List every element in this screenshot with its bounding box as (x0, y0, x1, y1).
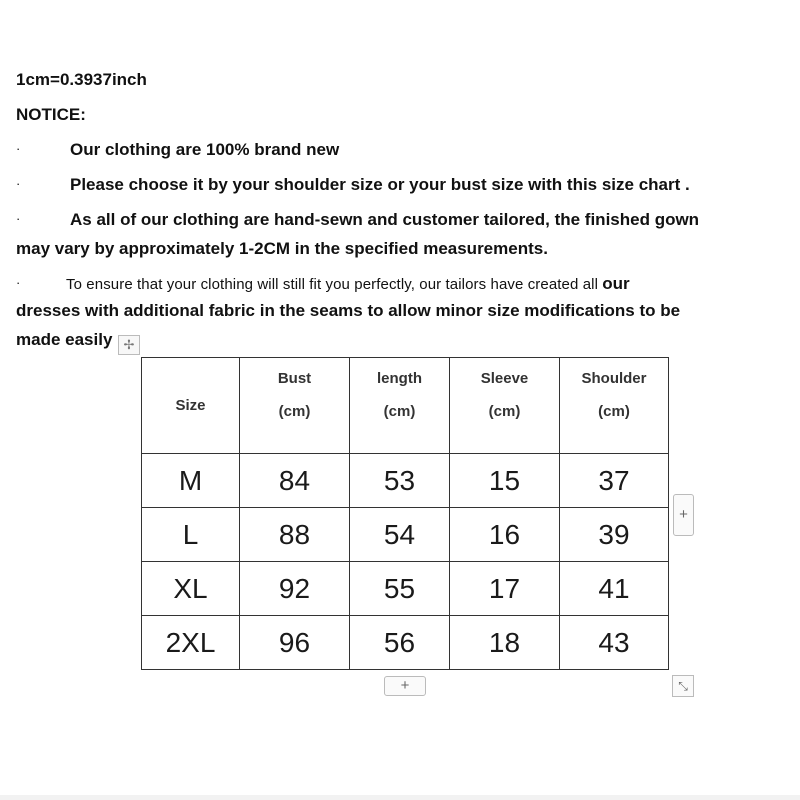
cell-length[interactable]: 56 (350, 616, 450, 670)
cell-shoulder[interactable]: 43 (560, 616, 669, 670)
cell-sleeve[interactable]: 16 (450, 508, 560, 562)
header-length (350, 358, 450, 454)
header-shoulder (560, 358, 669, 454)
header-size (142, 358, 240, 454)
cell-sleeve[interactable]: 18 (450, 616, 560, 670)
cell-size[interactable]: L (142, 508, 240, 562)
cell-bust[interactable]: 84 (240, 454, 350, 508)
bullet-text-small: To ensure that your clothing will still fit you perfectly, our tailors have created all (66, 276, 603, 293)
bullet-symbol: · (16, 211, 21, 226)
cell-size[interactable]: 2XL (142, 616, 240, 670)
bullet-symbol: · (16, 141, 21, 156)
header-unit: (cm) (278, 403, 311, 420)
header-unit: (cm) (598, 403, 630, 420)
header-label: Sleeve (480, 370, 529, 387)
add-row-icon[interactable]: + (384, 676, 426, 696)
table-row (142, 562, 669, 616)
table-row (142, 508, 669, 562)
cell-size[interactable]: M (142, 454, 240, 508)
header-unit: (cm) (383, 403, 416, 420)
bullet-continuation: dresses with additional fabric in the seams to allow minor size modifications to be (16, 301, 681, 320)
notice-heading: NOTICE: (16, 105, 86, 124)
page-bottom-edge (0, 795, 800, 800)
table-header-row (142, 358, 669, 454)
header-label: Shoulder (581, 370, 647, 387)
bullet-text-bold: our (602, 274, 630, 293)
cell-bust[interactable]: 96 (240, 616, 350, 670)
bullet-continuation: may vary by approximately 1-2CM in the specified measurements. (16, 239, 548, 258)
table-move-handle-icon[interactable]: ✢ (118, 335, 140, 355)
header-unit: (cm) (488, 403, 521, 420)
bullet-symbol: · (16, 176, 21, 191)
cell-shoulder[interactable]: 37 (560, 454, 669, 508)
header-label: Size (175, 397, 206, 414)
cell-bust[interactable]: 92 (240, 562, 350, 616)
bullet-continuation-2: made easily (16, 330, 113, 349)
cell-size[interactable]: XL (142, 562, 240, 616)
table-row (142, 616, 669, 670)
cell-shoulder[interactable]: 41 (560, 562, 669, 616)
add-column-icon[interactable]: + (673, 494, 694, 536)
bullet-text-line (66, 273, 630, 296)
bullet-text: As all of our clothing are hand-sewn and customer tailored, the finished gown (70, 210, 700, 229)
conversion-note: 1cm=0.3937inch (16, 70, 147, 89)
size-chart-table (141, 357, 669, 670)
bullet-symbol: · (16, 275, 21, 290)
bullet-text: Our clothing are 100% brand new (70, 140, 340, 159)
cell-shoulder[interactable]: 39 (560, 508, 669, 562)
cell-length[interactable]: 55 (350, 562, 450, 616)
cell-sleeve[interactable]: 15 (450, 454, 560, 508)
cell-length[interactable]: 53 (350, 454, 450, 508)
cell-length[interactable]: 54 (350, 508, 450, 562)
bullet-text: Please choose it by your shoulder size or your bust size with this size chart . (70, 175, 690, 194)
table-row (142, 454, 669, 508)
cell-sleeve[interactable]: 17 (450, 562, 560, 616)
header-label: length (377, 370, 422, 387)
cell-bust[interactable]: 88 (240, 508, 350, 562)
header-sleeve (450, 358, 560, 454)
table-resize-icon[interactable]: ⤡ (672, 675, 694, 697)
header-bust (240, 358, 350, 454)
header-label: Bust (277, 370, 312, 387)
